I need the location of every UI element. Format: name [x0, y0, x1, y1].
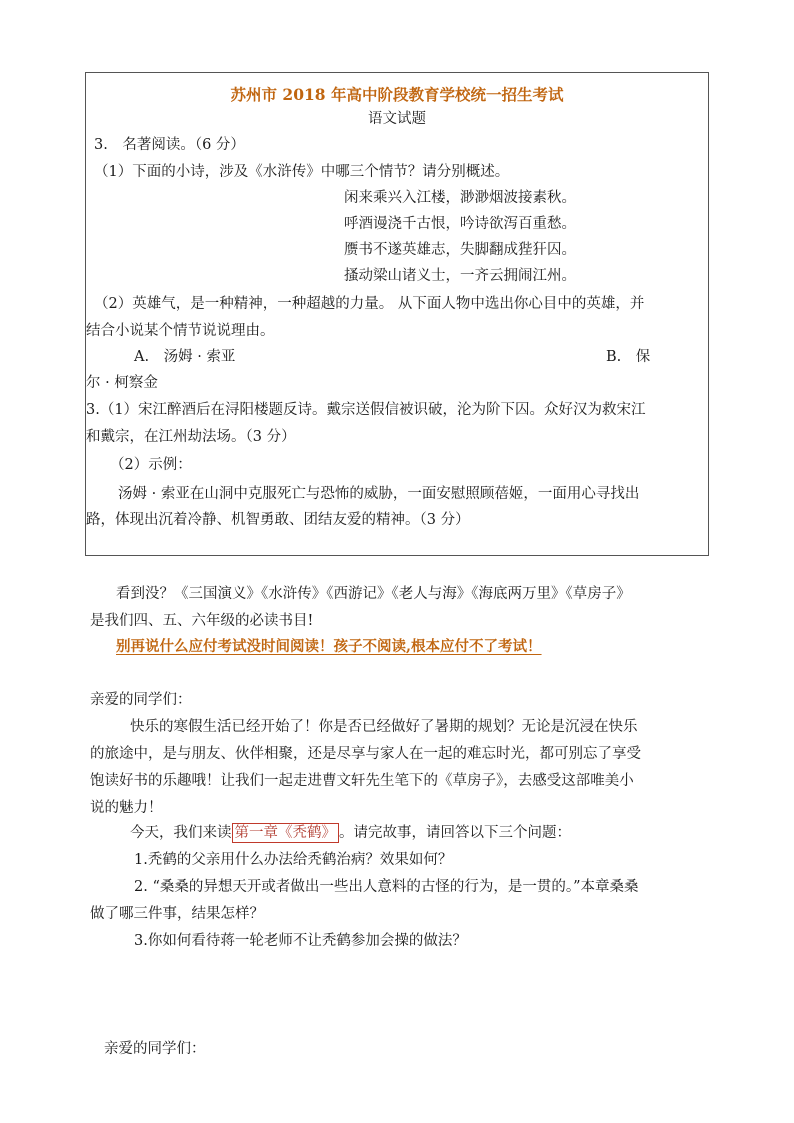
poem-line-1: 闲来乘兴入江楼，渺渺烟波接素秋。: [344, 190, 576, 206]
reading-task-suffix: 。请完故事，请回答以下三个问题：: [339, 825, 571, 841]
poem-line-3: 赝书不遂英雄志，失脚翻成狴犴囚。: [344, 242, 576, 258]
reading-task-prefix: 今天，我们来读: [130, 825, 232, 841]
chapter-title: 第一章《秃鹤》: [232, 823, 340, 843]
question-item-3: 3.你如何看待蒋一轮老师不让秃鹤参加会操的做法？: [134, 933, 467, 949]
question-2-line-1: （2）英雄气，是一种精神，一种超越的力量。 从下面人物中选出你心目中的英雄，并: [94, 296, 645, 312]
question-item-1: 1.秃鹤的父亲用什么办法给秃鹤治病？效果如何？: [134, 852, 453, 868]
letter-para-line-4: 说的魅力！: [90, 800, 163, 816]
highlight-note: 别再说什么应付考试没时间阅读！孩子不阅读,根本应付不了考试！: [116, 638, 542, 655]
poem-line-4: 搔动梁山诸义士，一齐云拥闹江州。: [344, 268, 576, 284]
letter-greeting-2: 亲爱的同学们：: [104, 1041, 206, 1057]
reading-task-line: [130, 823, 571, 843]
intro-line-2: 是我们四、五、六年级的必读书目!: [90, 613, 314, 629]
letter-para-line-2: 的旅途中，是与朋友、伙伴相聚，还是尽享与家人在一起的难忘时光，都可别忘了享受: [90, 746, 641, 762]
answer-1-line-1: 3.（1）宋江醉酒后在浔阳楼题反诗。戴宗送假信被识破，沦为阶下囚。众好汉为救宋江: [86, 402, 646, 418]
option-b-tail: 尔 · 柯察金: [86, 375, 158, 391]
option-a: A. 汤姆 · 索亚: [134, 349, 236, 365]
question-1: （1）下面的小诗，涉及《水浒传》中哪三个情节？请分别概述。: [94, 164, 510, 180]
answer-1-line-2: 和戴宗，在江州劫法场。（3 分）: [86, 429, 296, 445]
letter-para-line-1: 快乐的寒假生活已经开始了！你是否已经做好了暑期的规划？无论是沉浸在快乐: [130, 719, 638, 735]
intro-line-1: 看到没？《三国演义》《水浒传》《西游记》《老人与海》《海底两万里》《草房子》: [116, 586, 631, 602]
answer-2-head: （2）示例：: [110, 457, 192, 473]
poem-line-2: 呼酒谩浇千古恨，吟诗欲泻百重愁。: [344, 216, 576, 232]
exam-excerpt-box: [85, 72, 709, 556]
answer-2-line-1: 汤姆 · 索亚在山洞中克服死亡与恐怖的威胁，一面安慰照顾蓓姬，一面用心寻找出: [118, 486, 640, 502]
exam-subtitle: 语文试题: [368, 111, 426, 127]
answer-2-line-2: 路，体现出沉着冷静、机智勇敢、团结友爱的精神。（3 分）: [86, 512, 470, 528]
exam-title: 苏州市 2018 年高中阶段教育学校统一招生考试: [230, 85, 564, 104]
question-item-2-line-2: 做了哪三件事，结果怎样？: [90, 906, 264, 922]
question-item-2-line-1: 2. “桑桑的异想天开或者做出一些出人意料的古怪的行为，是一贯的。”本章桑桑: [134, 879, 639, 895]
letter-greeting: 亲爱的同学们：: [90, 692, 192, 708]
letter-para-line-3: 饱读好书的乐趣哦！让我们一起走进曹文轩先生笔下的《草房子》，去感受这部唯美小: [90, 773, 634, 789]
question-header: 3. 名著阅读。（6 分）: [94, 137, 245, 153]
option-b-head: B. 保: [606, 349, 651, 365]
question-2-line-2: 结合小说某个情节说说理由。: [86, 323, 275, 339]
